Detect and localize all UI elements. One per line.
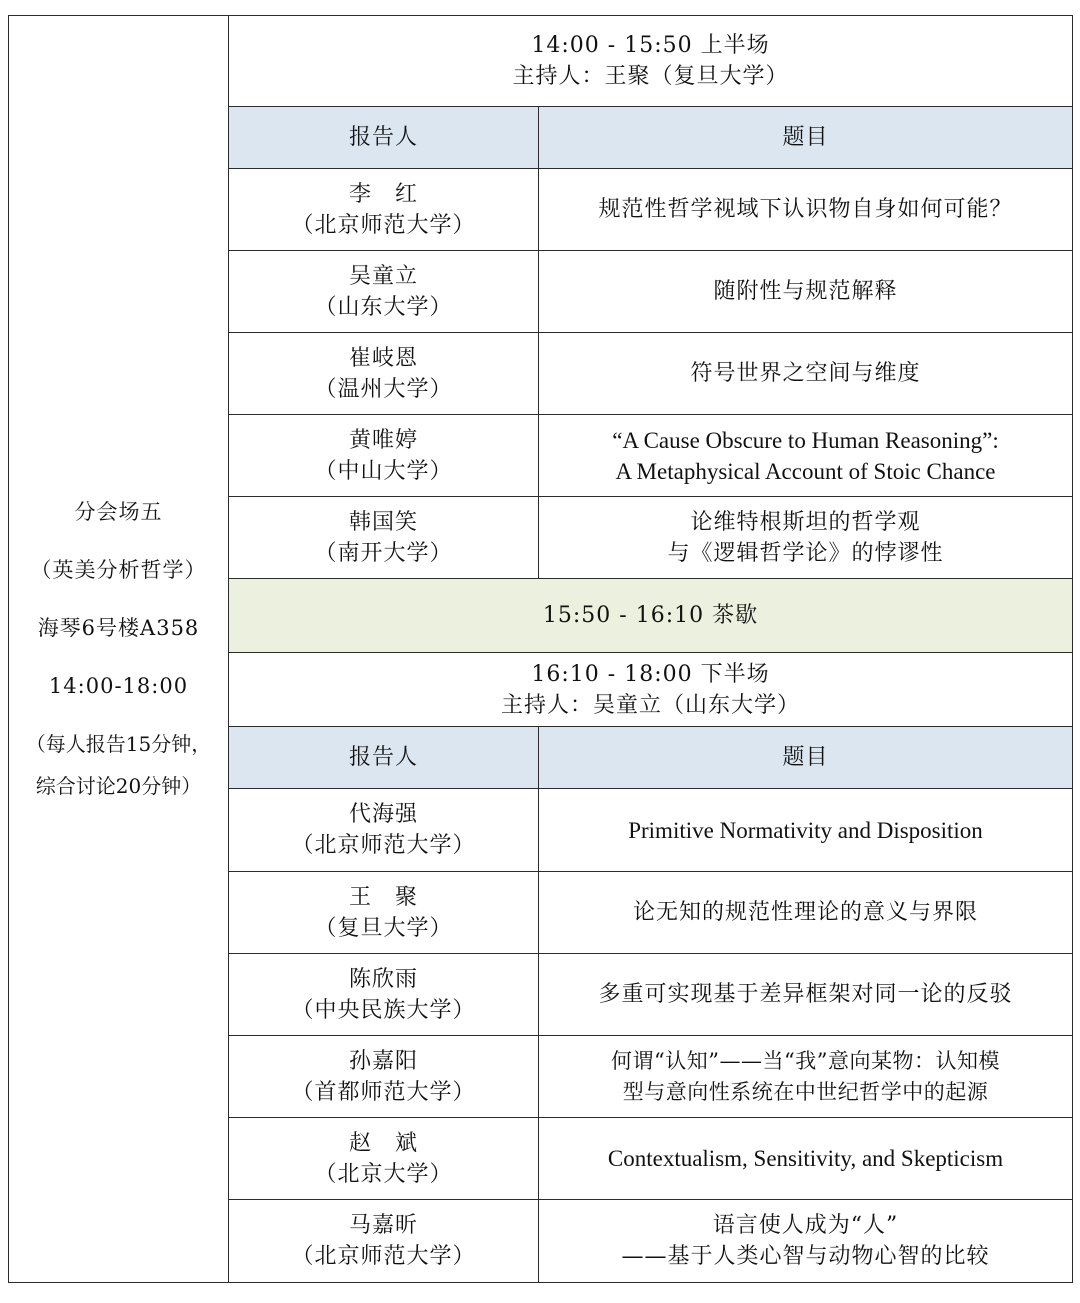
speaker-cell bbox=[229, 1118, 539, 1200]
speaker-name: 李 红 bbox=[348, 181, 418, 207]
speaker-cell bbox=[229, 1200, 539, 1283]
speaker-cell bbox=[229, 954, 539, 1036]
speaker-affiliation: （北京师范大学） bbox=[291, 1244, 476, 1269]
talk-title-cell bbox=[539, 169, 1073, 251]
speaker-name: 陈欣雨 bbox=[348, 966, 418, 992]
talk-title-cell bbox=[539, 872, 1073, 954]
speaker-affiliation: （中山大学） bbox=[314, 458, 453, 484]
session-note-line1: （每人报告15分钟， bbox=[25, 732, 212, 756]
talk-title-line2: 型与意向性系统在中世纪哲学中的起源 bbox=[622, 1079, 989, 1104]
session-time: 14:00-18:00 bbox=[48, 674, 189, 698]
header-title: 题目 bbox=[539, 727, 1073, 789]
speaker-cell bbox=[229, 497, 539, 579]
first-half-title-row bbox=[9, 16, 1073, 107]
speaker-name: 吴童立 bbox=[348, 263, 418, 289]
header-speaker: 报告人 bbox=[229, 727, 539, 789]
speaker-cell bbox=[229, 1036, 539, 1118]
speaker-cell bbox=[229, 789, 539, 872]
talk-title-cell bbox=[539, 251, 1073, 333]
speaker-cell bbox=[229, 872, 539, 954]
session-note-line2: 综合讨论20分钟） bbox=[35, 774, 202, 798]
session-room: 海琴6号楼A358 bbox=[37, 616, 200, 640]
talk-title-line1: “A Cause Obscure to Human Reasoning”: bbox=[612, 427, 999, 453]
talk-title: 随附性与规范解释 bbox=[713, 279, 898, 304]
speaker-affiliation: （山东大学） bbox=[314, 294, 453, 320]
speaker-affiliation: （北京师范大学） bbox=[291, 833, 476, 858]
talk-title-line2: 与《逻辑哲学论》的悖谬性 bbox=[667, 540, 944, 566]
speaker-affiliation: （中央民族大学） bbox=[291, 997, 476, 1023]
speaker-affiliation: （南开大学） bbox=[314, 540, 453, 566]
header-title: 题目 bbox=[539, 107, 1073, 169]
talk-title-line2: ——基于人类心智与动物心智的比较 bbox=[621, 1244, 990, 1269]
talk-title: Primitive Normativity and Disposition bbox=[628, 817, 983, 843]
talk-title-line2: A Metaphysical Account of Stoic Chance bbox=[615, 458, 996, 484]
talk-title: 符号世界之空间与维度 bbox=[690, 361, 921, 386]
speaker-name: 王 聚 bbox=[348, 884, 418, 910]
speaker-affiliation: （北京师范大学） bbox=[291, 212, 476, 238]
speaker-affiliation: （首都师范大学） bbox=[291, 1079, 476, 1105]
talk-title-cell bbox=[539, 497, 1073, 579]
speaker-affiliation: （复旦大学） bbox=[314, 915, 453, 941]
talk-title-cell bbox=[539, 789, 1073, 872]
first-half-title-cell bbox=[229, 16, 1073, 107]
talk-title-cell bbox=[539, 415, 1073, 497]
speaker-name: 马嘉昕 bbox=[348, 1213, 418, 1238]
speaker-name: 赵 斌 bbox=[348, 1130, 418, 1156]
talk-title-cell bbox=[539, 333, 1073, 415]
talk-title: 多重可实现基于差异框架对同一论的反驳 bbox=[598, 982, 1013, 1007]
speaker-affiliation: （北京大学） bbox=[314, 1161, 453, 1187]
talk-title: 规范性哲学视域下认识物自身如何可能？ bbox=[598, 197, 1013, 222]
first-half-time: 14:00 - 15:50 上半场 bbox=[531, 33, 770, 58]
talk-title: 论无知的规范性理论的意义与界限 bbox=[633, 900, 979, 925]
talk-title-cell bbox=[539, 1200, 1073, 1283]
talk-title-line1: 语言使人成为“人” bbox=[712, 1213, 899, 1238]
first-half-host: 主持人：王聚（复旦大学） bbox=[512, 64, 789, 89]
session-name: 分会场五 bbox=[74, 500, 163, 524]
session-topic: （英美分析哲学） bbox=[30, 558, 207, 582]
talk-title-line1: 何谓“认知”——当“我”意向某物：认知模 bbox=[611, 1048, 1000, 1073]
speaker-name: 崔岐恩 bbox=[348, 345, 418, 371]
header-speaker: 报告人 bbox=[229, 107, 539, 169]
talk-title-cell bbox=[539, 1036, 1073, 1118]
speaker-name: 韩国笑 bbox=[348, 509, 418, 535]
second-half-time: 16:10 - 18:00 下半场 bbox=[531, 661, 770, 687]
schedule-table bbox=[8, 15, 1073, 1283]
speaker-name: 代海强 bbox=[348, 802, 418, 827]
speaker-name: 孙嘉阳 bbox=[348, 1048, 418, 1074]
session-info-cell bbox=[9, 16, 229, 1283]
speaker-cell bbox=[229, 251, 539, 333]
talk-title: Contextualism, Sensitivity, and Skepticism bbox=[607, 1146, 1004, 1171]
second-half-host: 主持人：吴童立（山东大学） bbox=[501, 692, 801, 718]
speaker-cell bbox=[229, 169, 539, 251]
talk-title-cell bbox=[539, 954, 1073, 1036]
speaker-cell bbox=[229, 415, 539, 497]
tea-break-cell: 15:50 - 16:10 茶歇 bbox=[229, 579, 1073, 653]
speaker-affiliation: （温州大学） bbox=[314, 376, 453, 402]
speaker-cell bbox=[229, 333, 539, 415]
talk-title-cell bbox=[539, 1118, 1073, 1200]
second-half-title-cell bbox=[229, 653, 1073, 727]
speaker-name: 黄唯婷 bbox=[348, 427, 418, 453]
talk-title-line1: 论维特根斯坦的哲学观 bbox=[690, 509, 921, 535]
